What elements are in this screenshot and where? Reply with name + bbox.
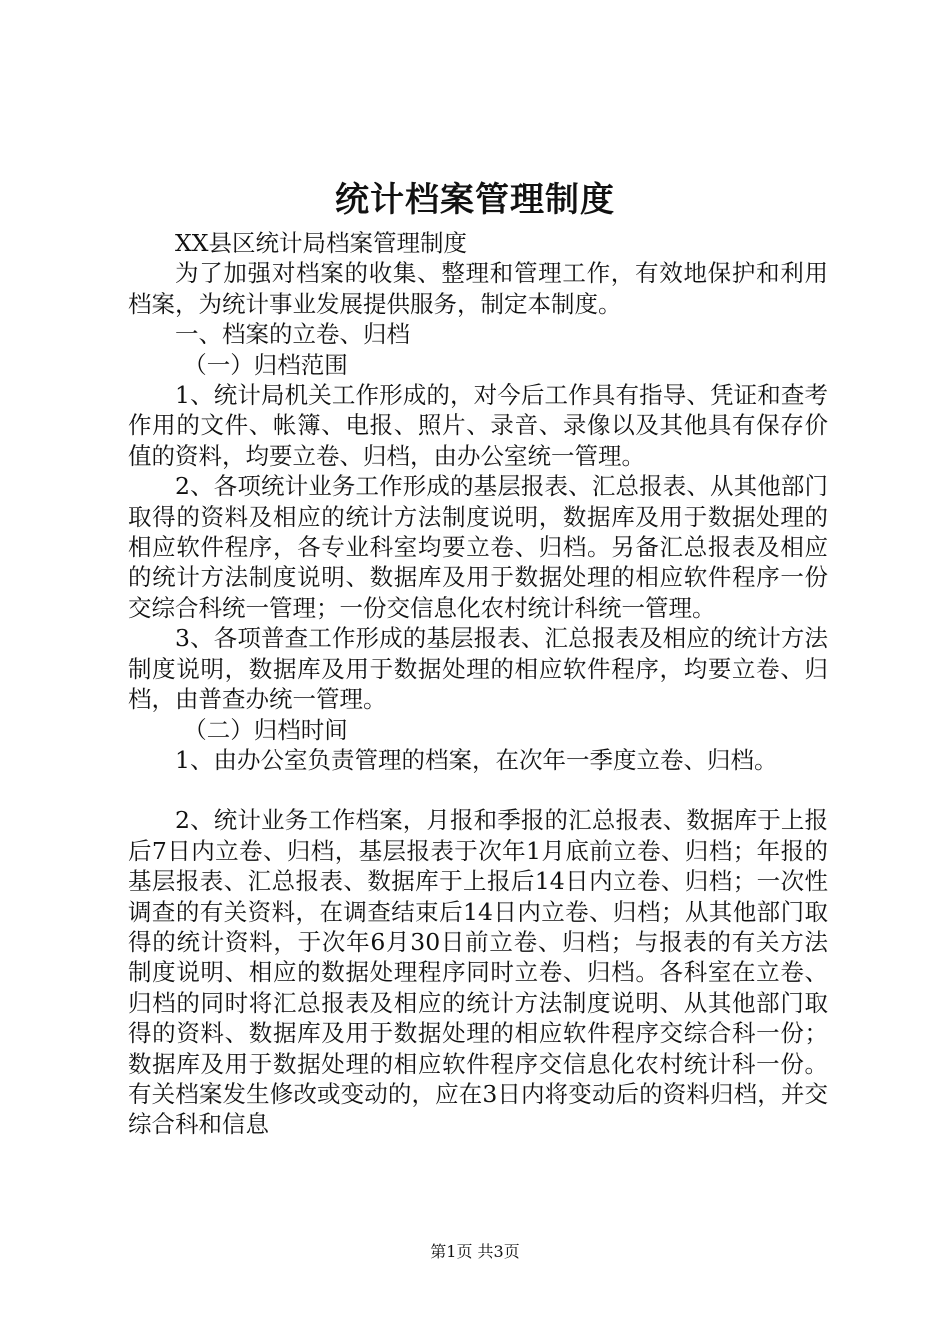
- paragraph-heading-subtitle: XX县区统计局档案管理制度: [175, 229, 467, 257]
- paragraph-scope-3: 3、各项普查工作形成的基层报表、汇总报表及相应的统计方法制度说明，数据库及用于数据处理的相应软件程序，均要立卷、归档，由普查办统一管理。: [128, 624, 828, 714]
- paragraph-time-1: 1、由办公室负责管理的档案，在次年一季度立卷、归档。: [175, 745, 778, 774]
- section-heading-filing: 一、档案的立卷、归档: [175, 320, 410, 349]
- paragraph-intro: 为了加强对档案的收集、整理和管理工作，有效地保护和利用档案，为统计事业发展提供服务，制定本制度。: [128, 259, 828, 318]
- subsection-heading-scope: （一）归档范围: [183, 350, 348, 379]
- paragraph-time-2: 2、统计业务工作档案，月报和季报的汇总报表、数据库于上报后7日内立卷、归档，基层报表于次年1月底前立卷、归档；年报的基层报表、汇总报表、数据库于上报后14日内立卷、归档；一次性调查的有关资料，在调查结束后14日内立卷、归档；从其他部门取得的统计资料，于次年6月30日前立卷、归档；与报表的有关方法制度说明、相应的数据处理程序同时立卷、归档。各科室在立卷、归档的同时将汇总报表及相应的统计方法制度说明、从其他部门取得的资料、数据库及用于数据处理的相应软件程序交综合科一份；数据库及用于数据处理的相应软件程序交信息化农村统计科一份。有关档案发生修改或变动的，应在3日内将变动后的资料归档，并交综合科和信息: [128, 806, 828, 1139]
- document-title: 统计档案管理制度: [335, 180, 615, 220]
- page-footer: 第1页 共3页: [430, 1242, 520, 1261]
- document-body: [128, 228, 828, 1140]
- paragraph-scope-1: 1、统计局机关工作形成的，对今后工作具有指导、凭证和查考作用的文件、帐簿、电报、照片、录音、录像以及其他具有保存价值的资料，均要立卷、归档，由办公室统一管理。: [128, 381, 828, 470]
- subsection-heading-time: （二）归档时间: [183, 715, 348, 744]
- paragraph-scope-2: 2、各项统计业务工作形成的基层报表、汇总报表、从其他部门取得的资料及相应的统计方法制度说明，数据库及用于数据处理的相应软件程序，各专业科室均要立卷、归档。另备汇总报表及相应的统计方法制度说明、数据库及用于数据处理的相应软件程序一份交综合科统一管理；一份交信息化农村统计科统一管理。: [128, 472, 828, 622]
